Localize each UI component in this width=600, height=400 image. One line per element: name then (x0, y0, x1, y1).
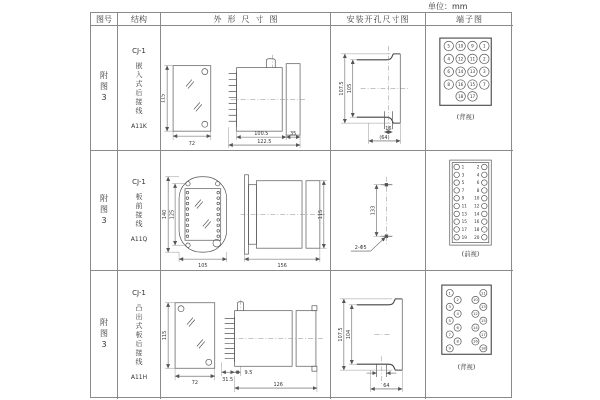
dim-total-depth: 122.5 (257, 139, 272, 146)
terminal-circles (453, 164, 486, 240)
mounting-drawing-a11k (331, 26, 425, 150)
terminal-number: 9 (448, 346, 451, 351)
terminal-number: 18 (480, 346, 486, 351)
structure-label: 板前接线 (135, 193, 143, 229)
type-code-label: A11H (130, 374, 148, 381)
terminal-number: 3 (482, 69, 486, 75)
terminal-number: 12 (457, 56, 463, 62)
view-label: (背视) (456, 113, 474, 122)
terminal-numbers (461, 164, 479, 239)
dim-width: 105 (198, 263, 208, 270)
terminal-number: 9 (470, 43, 474, 49)
dim-pin-depth: 31.5 (222, 377, 234, 384)
side-view (229, 55, 306, 138)
terminal-number: 13 (480, 305, 486, 310)
terminal-number: 10 (473, 195, 479, 201)
terminal-drawing-a11q (427, 151, 513, 270)
terminal-number: 2 (476, 164, 479, 170)
dim-offset: 9.5 (244, 370, 253, 377)
cutout-profile (357, 46, 410, 135)
terminal-number: 15 (461, 219, 467, 225)
model-label: CJ-1 (132, 46, 146, 55)
terminal-number: 11 (480, 291, 486, 296)
mounting-dimensions (339, 54, 400, 144)
dim-slot-width: 16 (385, 126, 392, 133)
dim-height: 115 (161, 93, 167, 104)
header-mounting-label: 安装开孔尺寸图 (346, 14, 410, 24)
structure-cell-row1 (118, 26, 161, 151)
terminal-number: 1 (482, 43, 486, 49)
terminal-number: 5 (446, 43, 450, 49)
terminal-number: 18 (457, 93, 463, 99)
terminal-number: 3 (461, 172, 464, 178)
dim-depth: 156 (277, 263, 287, 270)
spec-table (90, 12, 512, 398)
structure-label: 凸出式板后接线 (135, 304, 143, 367)
mounting-drawing-a11q (331, 151, 425, 270)
structure-cell-row2 (118, 151, 161, 271)
dim-total-depth: 126 (273, 382, 283, 389)
mounting-cell-row3 (331, 271, 426, 399)
terminal-number: 17 (461, 226, 467, 232)
model-label: CJ-1 (132, 178, 146, 186)
figure-cell-row2 (91, 151, 118, 271)
terminal-number: 1 (461, 164, 464, 170)
terminal-number: 7 (448, 332, 451, 337)
side-view-dimensions (229, 127, 300, 148)
header-outline-label: 外形尺寸图 (213, 14, 284, 24)
header-mounting (331, 13, 426, 26)
unit-label: 单位：mm (428, 2, 468, 11)
terminal-number: 6 (455, 325, 459, 330)
side-view (225, 300, 324, 371)
outline-drawing-a11h (161, 273, 330, 397)
dim-width: 72 (191, 380, 199, 387)
terminal-number: 3 (448, 305, 451, 310)
header-figure (91, 13, 118, 26)
terminal-number: 14 (457, 69, 463, 75)
terminal-number: 4 (446, 56, 450, 62)
dim-inner-height: 104 (345, 329, 352, 340)
dim-side-height: 115 (318, 209, 325, 220)
dim-total-width: (64) (379, 134, 390, 141)
side-view (241, 175, 326, 254)
terminal-number: 15 (469, 82, 475, 88)
header-structure-label: 结构 (131, 14, 147, 24)
figure-cell-row1 (91, 26, 118, 151)
terminal-number: 11 (469, 56, 475, 62)
terminal-number: 5 (461, 180, 464, 186)
terminal-number: 4 (476, 172, 479, 178)
terminal-number: 16 (473, 219, 479, 225)
terminal-number: 14 (473, 211, 479, 217)
header-structure (118, 13, 161, 26)
side-view-dimensions (222, 362, 317, 392)
terminal-number: 4 (455, 312, 459, 317)
terminal-number: 8 (476, 187, 479, 193)
terminal-number: 8 (446, 82, 450, 88)
mounting-dimensions (351, 185, 386, 251)
front-view-dimensions (162, 177, 226, 269)
outline-drawing-a11q (161, 151, 330, 270)
outline-cell-row2 (161, 151, 331, 271)
terminal-number: 10 (457, 43, 463, 49)
mounting-drawing-a11h (331, 273, 425, 397)
side-view-dimensions (245, 181, 327, 269)
dim-inner-height: 125 (169, 209, 176, 220)
mounting-cell-row2 (331, 151, 426, 271)
type-code-label: A11Q (130, 236, 148, 243)
header-terminal (426, 13, 513, 26)
terminal-number: 15 (480, 318, 486, 323)
view-label: (前视) (461, 249, 479, 258)
dim-outer-height: 107.5 (338, 81, 345, 96)
front-terminal-dots (186, 191, 219, 237)
terminal-number: 19 (461, 234, 467, 240)
dim-total-width: 64 (383, 382, 390, 389)
mounting-dimensions (338, 299, 402, 392)
figure-cell-row3 (91, 271, 118, 399)
front-view-dimensions (162, 303, 215, 386)
terminal-number: 7 (461, 187, 464, 193)
terminal-cell-row2 (426, 151, 513, 271)
terminal-number: 1 (448, 291, 451, 296)
dim-flange: 35 (289, 131, 297, 138)
terminal-number: 2 (455, 298, 459, 303)
terminal-number: 6 (476, 180, 479, 186)
outline-cell-row3 (161, 271, 331, 399)
figure-label: 附图3 (99, 71, 109, 105)
terminal-drawing-a11k (427, 26, 513, 150)
terminal-cell-row1 (426, 26, 513, 151)
structure-cell-row3 (118, 271, 161, 399)
view-label: (背视) (457, 363, 475, 372)
terminal-number: 16 (472, 339, 478, 344)
outline-drawing-a11k (161, 26, 330, 150)
terminal-number: 17 (480, 332, 486, 337)
terminal-number: 12 (473, 203, 479, 209)
front-view-dimensions (161, 66, 211, 147)
front-view (179, 177, 227, 252)
terminal-drawing-a11h (427, 273, 513, 397)
front-view (173, 66, 211, 131)
dim-height: 140 (162, 209, 169, 220)
terminal-number: 5 (448, 318, 451, 323)
header-outline (161, 13, 331, 26)
front-view (175, 303, 215, 368)
dim-inner-height: 105 (346, 83, 353, 94)
terminal-number: 8 (455, 339, 459, 344)
dim-outer-height: 107.5 (337, 327, 344, 342)
structure-label: 嵌入式后接线 (135, 61, 143, 116)
mounting-holes (380, 177, 392, 244)
terminal-cell-row3 (426, 271, 513, 399)
hole-callout: 2-Φ5 (354, 245, 367, 252)
terminal-number: 6 (446, 69, 450, 75)
outline-cell-row1 (161, 26, 331, 151)
terminal-number: 13 (461, 211, 467, 217)
model-label: CJ-1 (132, 289, 146, 297)
type-code-label: A11K (131, 122, 147, 130)
terminal-number: 7 (482, 82, 486, 88)
terminal-number: 12 (472, 312, 478, 317)
header-figure-label: 图号 (96, 14, 112, 24)
terminal-number: 11 (461, 203, 467, 209)
header-terminal-label: 端子图 (456, 14, 483, 24)
terminal-number: 10 (472, 298, 478, 303)
dim-hole-spacing: 133 (370, 205, 377, 216)
dim-width: 72 (188, 141, 196, 148)
figure-label: 附图3 (99, 193, 109, 228)
terminal-number: 2 (482, 56, 486, 62)
terminal-number: 9 (461, 195, 464, 201)
terminal-number: 14 (472, 325, 478, 330)
terminal-number: 18 (473, 226, 479, 232)
cutout-profile (357, 299, 403, 384)
terminal-number: 20 (473, 234, 479, 240)
figure-label: 附图3 (99, 318, 109, 352)
dim-height: 115 (162, 330, 169, 341)
terminal-number: 17 (469, 93, 475, 99)
mounting-cell-row1 (331, 26, 426, 151)
terminal-number: 13 (469, 69, 475, 75)
dim-depth: 100.5 (254, 131, 269, 138)
terminal-number: 16 (457, 82, 463, 88)
